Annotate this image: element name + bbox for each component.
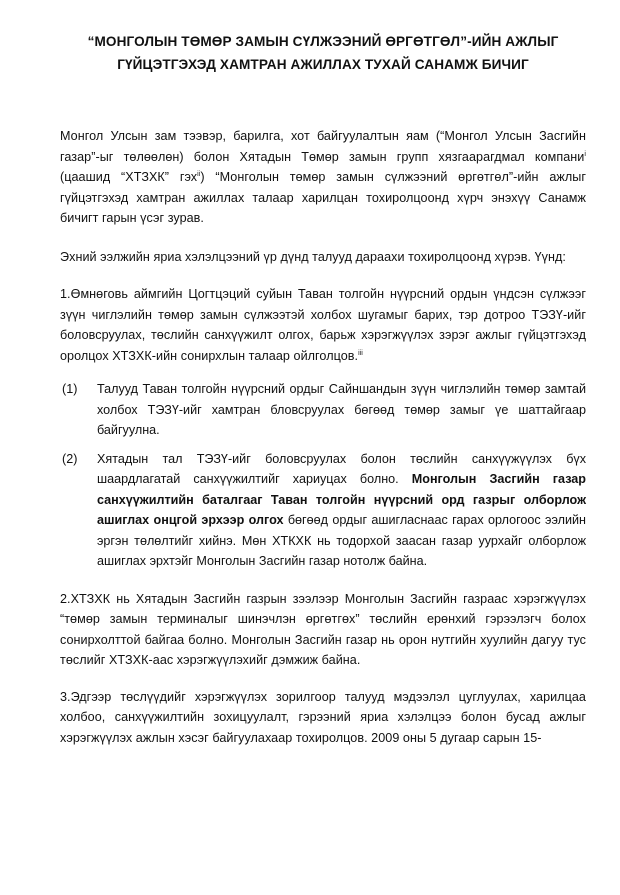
document-title (60, 30, 586, 76)
list-item-text: Талууд Таван толгойн нүүрсний ордыг Сайншандын зүүн чиглэлийн төмөр замтай холбох ТЭЗҮ-ийг хамтран бловсруулах бөгөөд төмөр замыг үе шаттайгаар байгуулна. (97, 382, 586, 437)
list-item-text-b: бөгөөд ордыг ашигласнаас гарах орлогоос ээлийн эргэн төлөлтийг хийнэ. Мөн ХТКХК нь тодорхой заасан газар уурхайг олборлож ашиглах эрхтэйг Монголын Засгийн газар нотолж байна. (97, 513, 586, 568)
footnote-marker-i: i (584, 150, 586, 158)
paragraph-point-3: 3.Эдгээр төслүүдийг хэрэгжүүлэх зорилгоор талууд мэдээлэл цуглуулах, харилцаа холбоо, санхүүжилтийн зохицуулалт, гэрээний яриа хэлэлцээ болон бусад ажлыг хэрэгжүүлэх ажлын хэсэг байгуулахаар тохиролцов. 2009 оны 5 дугаар сарын 15- (60, 689, 586, 745)
intro-text-c: ) “Монголын төмөр замын сүлжээний өргөтгөл”-ийн ажлыг гүйцэтгэхэд хамтран ажиллах талаар харилцан тохиролцоонд хүрч энэхүү Санамж бичигт гарын үсэг зурав. (60, 170, 586, 225)
paragraph-point-2: 2.ХТЗХК нь Хятадын Засгийн газрын зээлээр Монголын Засгийн газраас хэрэгжүүлэх “төмөр замын терминалыг шинэчлэн өргөтгөх” төслийн ерөнхий гэрээлэгч болох сонирхолттой байгаа болно. Монголын Засгийн газар нь орон нутгийн хуулийн дагуу тус төслийг ХТЗХК-аас хэрэгжүүлэхийг дэмжиж байна. (60, 591, 586, 667)
intro-text-b: (цаашид “ХТЗХК” гэх (60, 170, 198, 184)
intro-text-a: Монгол Улсын зам тээвэр, барилга, хот байгуулалтын яам (“Монгол Улсын Засгийн газар”-ыг төлөөлөн) болон Хятадын Төмөр замын групп хязгаарагдмал компани (60, 129, 586, 164)
list-item (62, 449, 586, 572)
title-line-1: “МОНГОЛЫН ТӨМӨР ЗАМЫН СҮЛЖЭЭНИЙ ӨРГӨТГӨЛ”-ИЙН АЖЛЫГ (87, 34, 559, 49)
footnote-marker-ii: ii (197, 170, 201, 178)
point-1-text: 1.Өмнөговь аймгийн Цогтцэций суйын Таван толгойн нүүрсний ордын үндсэн сүлжээг зүүн чиглэлийн төмөр замын сүлжээтэй холбох шугамыг барих, тэр дотроо ТЭЗҮ-ийг боловсруулах, төслийн санхүүжилт олгох, барьж хэрэгжүүлэх зэрэг ажлыг гүйцэтгэхэд оролцох ХТЗХК-ийн сонирхлын талаар ойлголцов. (60, 287, 586, 363)
list-item-bold-text: Монголын Засгийн газар санхүүжилтийн баталгааг Таван толгойн нүүрсний орд газрыг олборлож ашиглах онцгой эрхээр олгох (97, 472, 586, 527)
sub-point-list (60, 379, 586, 572)
paragraph-intro (60, 126, 586, 229)
paragraph-agreement-lead: Эхний ээлжийн яриа хэлэлцээний үр дүнд талууд дараахи тохиролцоонд хүрэв. Үүнд: (60, 249, 566, 264)
paragraph-point-1 (60, 284, 586, 366)
list-item-number: (2) (62, 451, 78, 466)
footnote-marker-iii: iii (358, 349, 363, 357)
list-item (62, 379, 586, 441)
list-item-text-a: Хятадын тал ТЭЗҮ-ийг боловсруулах болон төслийн санхүүжүүлэх бүх шаардлагатай санхүүжилтийг хариуцах болно. (97, 451, 586, 486)
list-item-number: (1) (62, 382, 78, 396)
title-line-2: ГҮЙЦЭТГЭХЭД ХАМТРАН АЖИЛЛАХ ТУХАЙ САНАМЖ БИЧИГ (117, 57, 529, 72)
